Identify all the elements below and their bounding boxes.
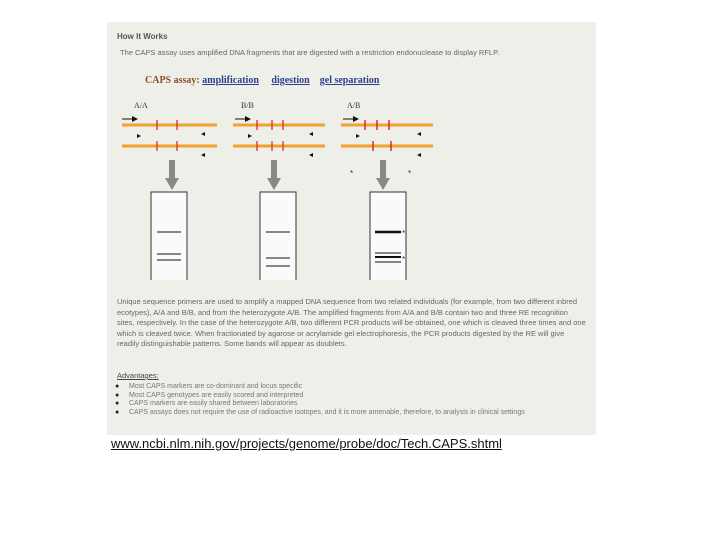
list-item: ● CAPS markers are easily shared between laboratories bbox=[129, 400, 569, 409]
dna-fragment-ab bbox=[341, 119, 433, 157]
screenshot-panel bbox=[107, 22, 596, 435]
star-mark-3: * bbox=[402, 229, 406, 238]
intro-text: The CAPS assay uses amplified DNA fragments that are digested with a restriction endonuclease to display RFLP. bbox=[120, 48, 500, 57]
gel-ab bbox=[370, 192, 406, 280]
list-item: ● Most CAPS genotypes are easily scored and interpreted bbox=[129, 392, 569, 401]
advantages-list bbox=[129, 383, 569, 417]
diagram-title-prefix: CAPS assay: bbox=[145, 75, 203, 86]
advantages-title: Advantages: bbox=[117, 371, 159, 380]
list-item: ● Most CAPS markers are co-dominant and locus specific bbox=[129, 383, 569, 392]
dna-fragment-bb bbox=[233, 119, 325, 157]
gel-arrows bbox=[165, 160, 390, 190]
star-mark-1: * bbox=[350, 169, 354, 178]
gel-aa bbox=[151, 192, 187, 280]
gel-bb bbox=[260, 192, 296, 280]
description-paragraph: Unique sequence primers are used to amplify a mapped DNA sequence from two related individuals (for example, from two different inbred ecotypes), A/A and B/B, and from the heterozygote A/B. The amplified fragments from A/A and B/B contain two and three RE recognition sites, respectively. In the case of the heterozygote A/B, two different PCR products will be obtained, one which is cleaved three times and one which is cleaved twice. When fractionated by agarose or acrylamide gel electrophoresis, the PCR products digested by the RE will give readily distinguishable patterns. Some bands will appear as doublets. bbox=[117, 297, 586, 349]
step-digestion: digestion bbox=[271, 75, 310, 86]
list-item: ● CAPS assays does not require the use of radioactive isotopes, and it is more amenable, therefore, to analysis in clinical settings bbox=[129, 409, 569, 418]
how-it-works-title: How It Works bbox=[117, 32, 168, 41]
genotype-label-bb: B/B bbox=[241, 101, 254, 110]
star-mark-4: * bbox=[402, 255, 406, 264]
star-mark-2: * bbox=[408, 169, 412, 178]
diagram-title bbox=[145, 75, 379, 86]
step-amplification: amplification bbox=[202, 75, 259, 86]
source-url-link[interactable]: www.ncbi.nlm.nih.gov/projects/genome/probe/doc/Tech.CAPS.shtml bbox=[111, 436, 502, 451]
dna-fragment-aa bbox=[122, 119, 217, 157]
genotype-label-ab: A/B bbox=[347, 101, 361, 110]
genotype-label-aa: A/A bbox=[134, 101, 148, 110]
step-gel-separation: gel separation bbox=[319, 75, 380, 86]
caps-diagram bbox=[107, 110, 596, 280]
